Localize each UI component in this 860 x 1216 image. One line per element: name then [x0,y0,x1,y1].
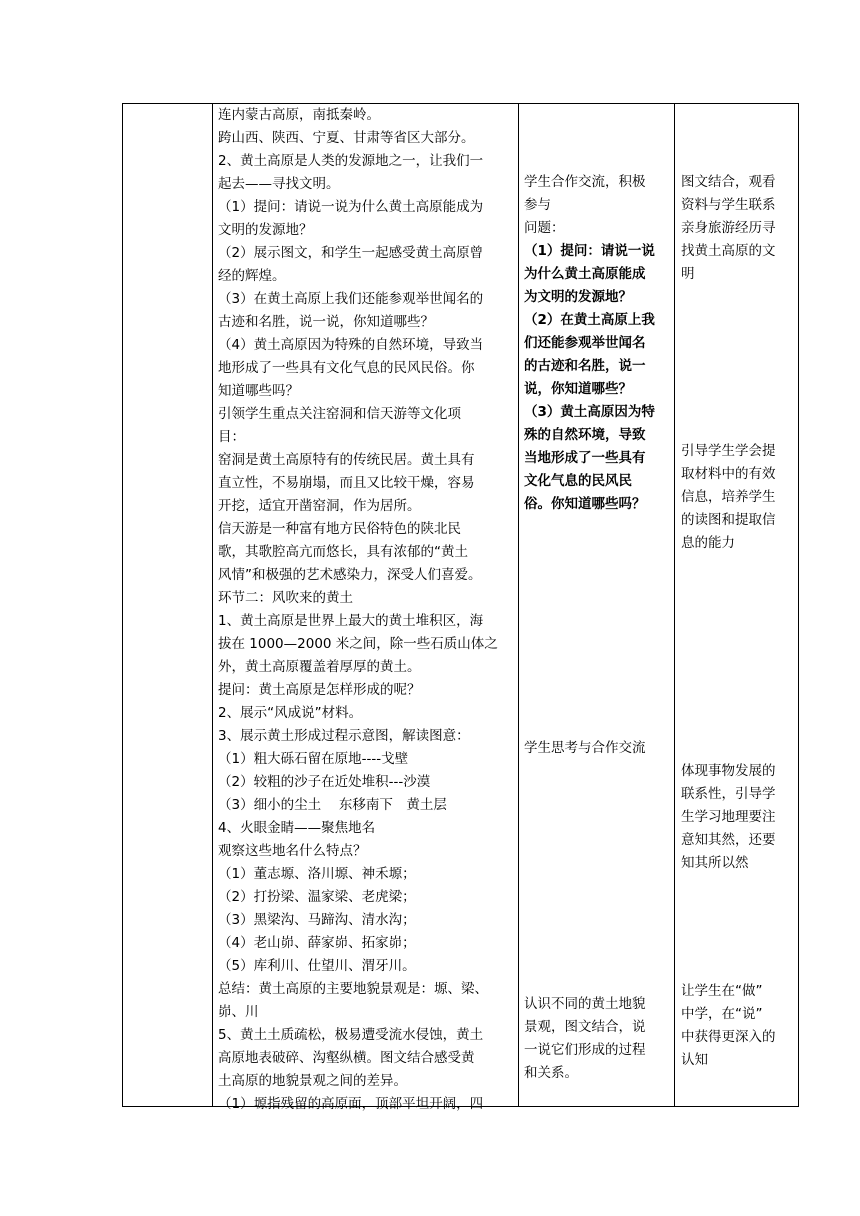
text-line: 问题： [524,220,565,236]
text-line: 1、黄土高原是世界上最大的黄土堆积区，海 [218,613,484,629]
text-line: 让学生在“做” [681,983,763,999]
column-divider [674,104,675,1106]
text-line: （1）塬指残留的高原面，顶部平坦开阔，四 [218,1096,484,1112]
teaching-process-column [218,104,518,1116]
text-line: 峁、川 [218,1004,259,1020]
text-line: 说，你知道哪些？ [524,381,632,397]
text-line: （3）在黄土高原上我们还能参观举世闻名的 [218,291,484,307]
text-line: 认识不同的黄土地貌 [524,996,646,1012]
text-line: （3）黄土高原因为特 [524,404,655,420]
text-line: （5）库利川、仕望川、渭牙川。 [218,958,416,974]
column-divider [518,104,519,1106]
text-line: 资料与学生联系 [681,197,776,213]
text-line: （1）粗大砾石留在原地----戈壁 [218,751,409,767]
text-line: 为文明的发源地？ [524,289,632,305]
text-line: 的读图和提取信 [681,512,776,528]
text-line: 学生思考与合作交流 [524,740,646,756]
design-intent-block-4 [681,980,793,1072]
text-line: 信天游是一种富有地方民俗特色的陕北民 [218,521,461,537]
text-line: 跨山西、陕西、宁夏、甘肃等省区大部分。 [218,130,475,146]
text-line: （2）较粗的沙子在近处堆积---沙漠 [218,774,431,790]
text-line: 引导学生学会提 [681,443,776,459]
text-line: （4）黄土高原因为特殊的自然环境，导致当 [218,337,484,353]
text-line: 息的能力 [681,535,735,551]
text-line: 景观，图文结合，说 [524,1019,646,1035]
text-line: 高原地表破碎、沟壑纵横。图文结合感受黄 [218,1050,475,1066]
text-line: 直立性，不易崩塌，而且又比较干燥，容易 [218,475,475,491]
student-activity-block-3 [524,993,669,1085]
text-line: （3）黑梁沟、马蹄沟、清水沟； [218,912,416,928]
text-line: 为什么黄土高原能成 [524,266,646,282]
text-line: 中获得更深入的 [681,1029,776,1045]
text-line: 文化气息的民风民 [524,473,632,489]
text-line: 体现事物发展的 [681,763,776,779]
text-line: 连内蒙古高原，南抵秦岭。 [218,107,380,123]
text-line: 经的辉煌。 [218,268,286,284]
text-line: 认知 [681,1052,708,1068]
text-line: 们还能参观举世闻名 [524,335,646,351]
text-line: 当地形成了一些具有 [524,450,646,466]
design-intent-block-2 [681,440,793,555]
text-line: 拔在 1000—2000 米之间，除一些石质山体之 [218,636,498,652]
text-line: 歌，其歌腔高亢而悠长，具有浓郁的“黄土 [218,544,468,560]
text-line: （1）董志塬、洛川塬、神禾塬； [218,866,416,882]
lesson-table [122,103,799,1112]
text-line: 联系性，引导学 [681,786,776,802]
text-line: 起去——寻找文明。 [218,176,340,192]
text-line: 总结：黄土高原的主要地貌景观是：塬、梁、 [218,981,488,997]
text-line: 取材料中的有效 [681,466,776,482]
text-line: （4）老山峁、薛家峁、拓家峁； [218,935,416,951]
text-line: 学生合作交流，积极 [524,174,646,190]
text-line: （2）展示图文，和学生一起感受黄土高原曾 [218,245,484,261]
text-line: 意知其然，还要 [681,832,776,848]
text-line: 的古迹和名胜，说一 [524,358,646,374]
text-line: 2、黄土高原是人类的发源地之一，让我们一 [218,153,484,169]
column-divider [212,104,213,1106]
text-line: （2）打扮梁、温家梁、老虎梁； [218,889,416,905]
text-line: 开挖，适宜开凿窑洞，作为居所。 [218,498,421,514]
text-line: 引领学生重点关注窑洞和信天游等文化项 [218,406,461,422]
text-line: 环节二：风吹来的黄土 [218,590,353,606]
text-line: 2、展示“风成说”材料。 [218,705,363,721]
text-line: 殊的自然环境，导致 [524,427,646,443]
text-line: 知其所以然 [681,855,749,871]
design-intent-block-1 [681,171,793,286]
text-line: 目： [218,429,245,445]
text-line: 地形成了一些具有文化气息的民风民俗。你 [218,360,475,376]
text-line: 5、黄土土质疏松，极易遭受流水侵蚀，黄土 [218,1027,484,1043]
design-intent-block-3 [681,760,793,875]
text-line: 亲身旅游经历寻 [681,220,776,236]
student-activity-block-2 [524,737,669,760]
text-line: 生学习地理要注 [681,809,776,825]
text-line: 3、展示黄土形成过程示意图，解读图意： [218,728,470,744]
text-line: 参与 [524,197,551,213]
text-line: 4、火眼金睛——聚焦地名 [218,820,376,836]
text-line: 信息，培养学生 [681,489,776,505]
text-line: （3）细小的尘土 东移南下 黄土层 [218,797,447,813]
text-line: 观察这些地名什么特点？ [218,843,367,859]
text-line: 一说它们形成的过程 [524,1042,646,1058]
text-line: 提问：黄土高原是怎样形成的呢？ [218,682,421,698]
text-line: 窑洞是黄土高原特有的传统民居。黄土具有 [218,452,475,468]
text-line: （2）在黄土高原上我 [524,312,655,328]
student-activity-block-1 [524,171,669,516]
text-line: 俗。你知道哪些吗？ [524,496,646,512]
text-line: 明 [681,266,695,282]
text-line: 找黄土高原的文 [681,243,776,259]
text-line: 外，黄土高原覆盖着厚厚的黄土。 [218,659,421,675]
text-line: 中学，在“说” [681,1006,763,1022]
text-line: 知道哪些吗？ [218,383,299,399]
text-line: 土高原的地貌景观之间的差异。 [218,1073,407,1089]
text-line: 古迹和名胜，说一说，你知道哪些？ [218,314,434,330]
text-line: 风情”和极强的艺术感染力，深受人们喜爱。 [218,567,482,583]
text-line: （1）提问：请说一说 [524,243,655,259]
text-line: （1）提问：请说一说为什么黄土高原能成为 [218,199,484,215]
text-line: 和关系。 [524,1065,578,1081]
text-line: 文明的发源地？ [218,222,313,238]
text-line: 图文结合，观看 [681,174,776,190]
